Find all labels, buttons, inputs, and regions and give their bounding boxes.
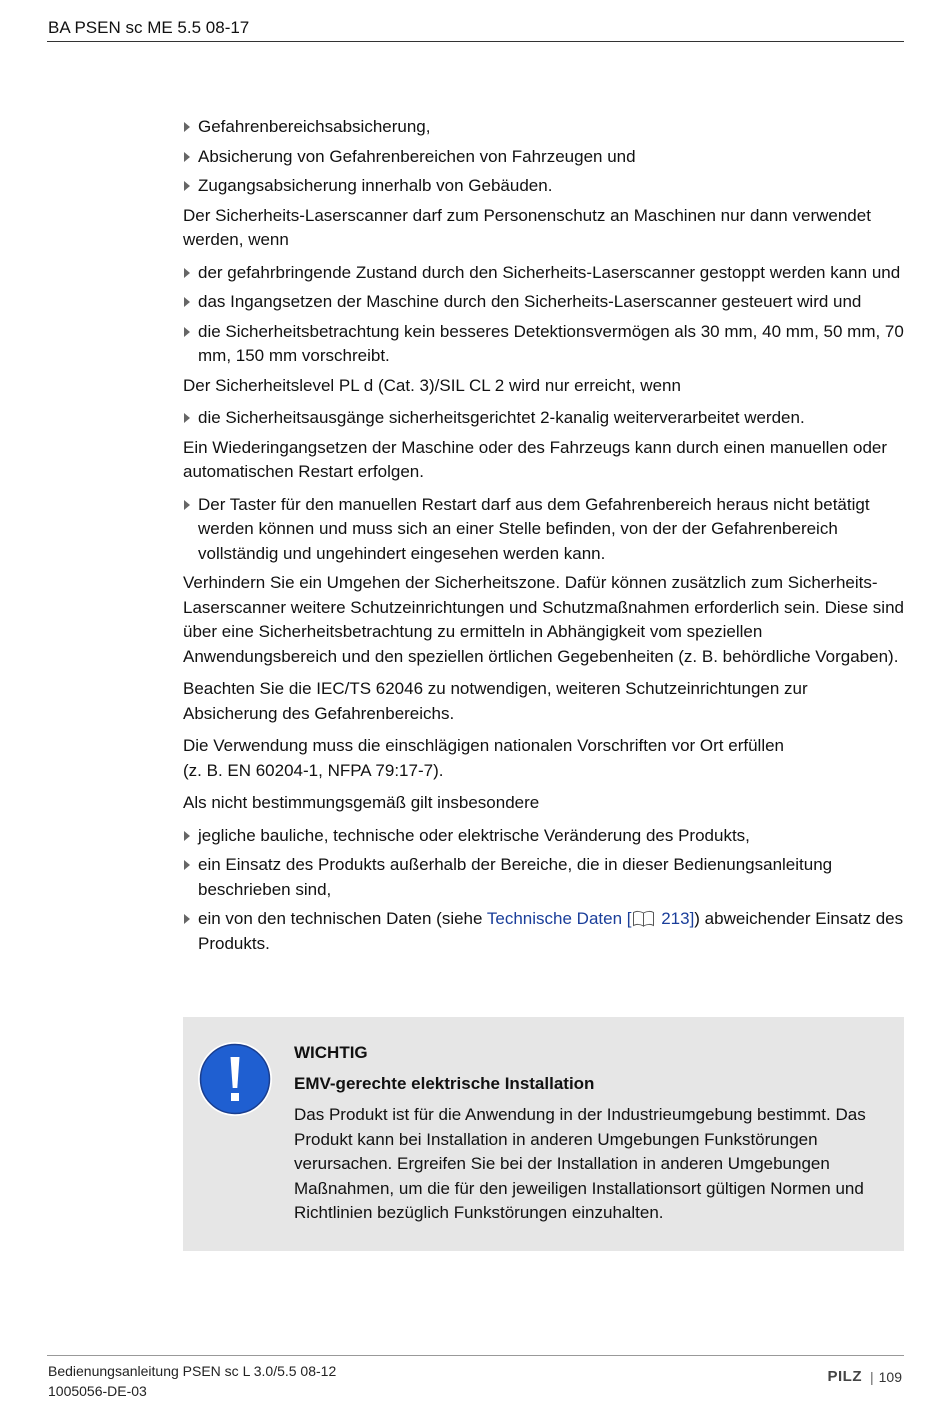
list-item [183, 493, 905, 567]
paragraph: Verhindern Sie ein Umgehen der Sicherheitszone. Dafür können zusätzlich zum Sicherheits-Laserscanner weitere Schutzeinrichtungen und Schutzmaßnahmen erforderlich sein. Diese sind über eine Sicherheitsbetrachtung zu ermitteln in Abhängigkeit vom speziellen Anwendungsbereich und den speziellen örtlichen Gegebenheiten (z. B. behördliche Vorgaben). [183, 573, 904, 666]
list-item [183, 261, 905, 286]
list-item-text [198, 909, 903, 953]
bullet-arrow-icon [184, 122, 190, 132]
list-item [183, 145, 905, 170]
paragraph: Der Sicherheits-Laserscanner darf zum Personenschutz an Maschinen nur dann verwendet werden, wenn [183, 205, 871, 249]
list-item-text: Der Taster für den manuellen Restart darf aus dem Gefahrenbereich heraus nicht betätigt werden können und muss sich an einer Stelle befinden, von der der Gefahrenbereich vollständig und ungehindert eingesehen werden kann. [198, 494, 870, 563]
paragraph-line: (z. B. EN 60204-1, NFPA 79:17-7). [183, 760, 444, 780]
pilz-logo: PILZ [827, 1368, 862, 1385]
bullet-arrow-icon [184, 860, 190, 870]
paragraph-line: Die Verwendung muss die einschlägigen nationalen Vorschriften vor Ort erfüllen [183, 736, 785, 755]
footer-page-info [828, 1368, 903, 1385]
list-item-text: Zugangsabsicherung innerhalb von Gebäuden. [198, 176, 553, 195]
footer-separator: | [870, 1368, 874, 1385]
footer-document-info [48, 1361, 336, 1401]
paragraph: Beachten Sie die IEC/TS 62046 zu notwendigen, weiteren Schutzeinrichtungen zur Absicherung des Gefahrenbereichs. [183, 679, 808, 723]
book-icon[interactable] [632, 910, 655, 927]
list-item [183, 290, 905, 315]
list-item-text: das Ingangsetzen der Maschine durch den Sicherheits-Laserscanner gesteuert wird und [198, 292, 862, 311]
notice-subheading: EMV-gerechte elektrische Installation [294, 1073, 595, 1093]
main-content [183, 115, 905, 961]
bullet-arrow-icon [184, 914, 190, 924]
list-item-text: Gefahrenbereichsabsicherung, [198, 117, 431, 136]
paragraph [183, 734, 905, 783]
paragraph: Ein Wiederingangsetzen der Maschine oder des Fahrzeugs kann durch einen manuellen oder automatischen Restart erfolgen. [183, 437, 888, 481]
bullet-arrow-icon [184, 500, 190, 510]
header-title: BA PSEN sc ME 5.5 08-17 [48, 18, 250, 37]
notice-text [294, 1041, 894, 1226]
footer-doc-title: Bedienungsanleitung PSEN sc L 3.0/5.5 08-12 [48, 1363, 337, 1379]
list-item-text: Absicherung von Gefahrenbereichen von Fahrzeugen und [198, 146, 636, 166]
header-rule [47, 41, 904, 42]
bullet-arrow-icon [184, 297, 190, 307]
list-item [183, 320, 905, 369]
exclamation-circle-icon [197, 1041, 273, 1117]
page-number: 109 [878, 1368, 902, 1385]
bullet-arrow-icon [184, 152, 190, 162]
important-notice-box [183, 1017, 904, 1251]
bullet-arrow-icon [184, 181, 190, 191]
footer-rule [47, 1355, 904, 1356]
link-page-number[interactable]: 213] [656, 909, 695, 928]
bullet-arrow-icon [184, 268, 190, 278]
technische-daten-link[interactable] [487, 909, 694, 928]
bullet-arrow-icon [184, 831, 190, 841]
list-item-text: der gefahrbringende Zustand durch den Sicherheits-Laserscanner gestoppt werden kann und [198, 262, 901, 282]
list-item [183, 174, 905, 199]
list-item-text: ein Einsatz des Produkts außerhalb der Bereiche, die in dieser Bedienungsanleitung beschrieben sind, [198, 855, 833, 899]
bullet-arrow-icon [184, 413, 190, 423]
list-item [183, 406, 905, 431]
list-item-text: jegliche bauliche, technische oder elektrische Veränderung des Produkts, [198, 825, 750, 845]
list-item [183, 853, 905, 902]
list-item-text: die Sicherheitsausgänge sicherheitsgerichtet 2-kanalig weiterverarbeitet werden. [198, 408, 805, 427]
paragraph: Als nicht bestimmungsgemäß gilt insbesondere [183, 793, 540, 812]
paragraph: Der Sicherheitslevel PL d (Cat. 3)/SIL CL 2 wird nur erreicht, wenn [183, 375, 681, 395]
list-item [183, 824, 905, 849]
link-label[interactable]: Technische Daten [ [486, 909, 632, 928]
text-suffix: ) abweichender Einsatz des Produkts. [198, 909, 904, 953]
list-item [183, 115, 905, 140]
notice-heading: WICHTIG [294, 1043, 368, 1062]
list-item-text: die Sicherheitsbetrachtung kein besseres Detektionsvermögen als 30 mm, 40 mm, 50 mm, 70 mm, 150 mm vorschreibt. [198, 321, 904, 365]
footer-doc-number: 1005056-DE-03 [48, 1383, 147, 1399]
notice-body: Das Produkt ist für die Anwendung in der Industrieumgebung bestimmt. Das Produkt kann bei Installation in anderen Umgebungen Funkstörungen verursachen. Ergreifen Sie bei der Installation in anderen Umgebungen Maßnahmen, um die für den jeweiligen Installationsort gültigen Normen und Richtlinien bezüglich Funkstörungen einzuhalten. [294, 1105, 866, 1222]
text-prefix: ein von den technischen Daten (siehe [198, 909, 487, 928]
list-item [183, 907, 905, 956]
bullet-arrow-icon [184, 327, 190, 337]
